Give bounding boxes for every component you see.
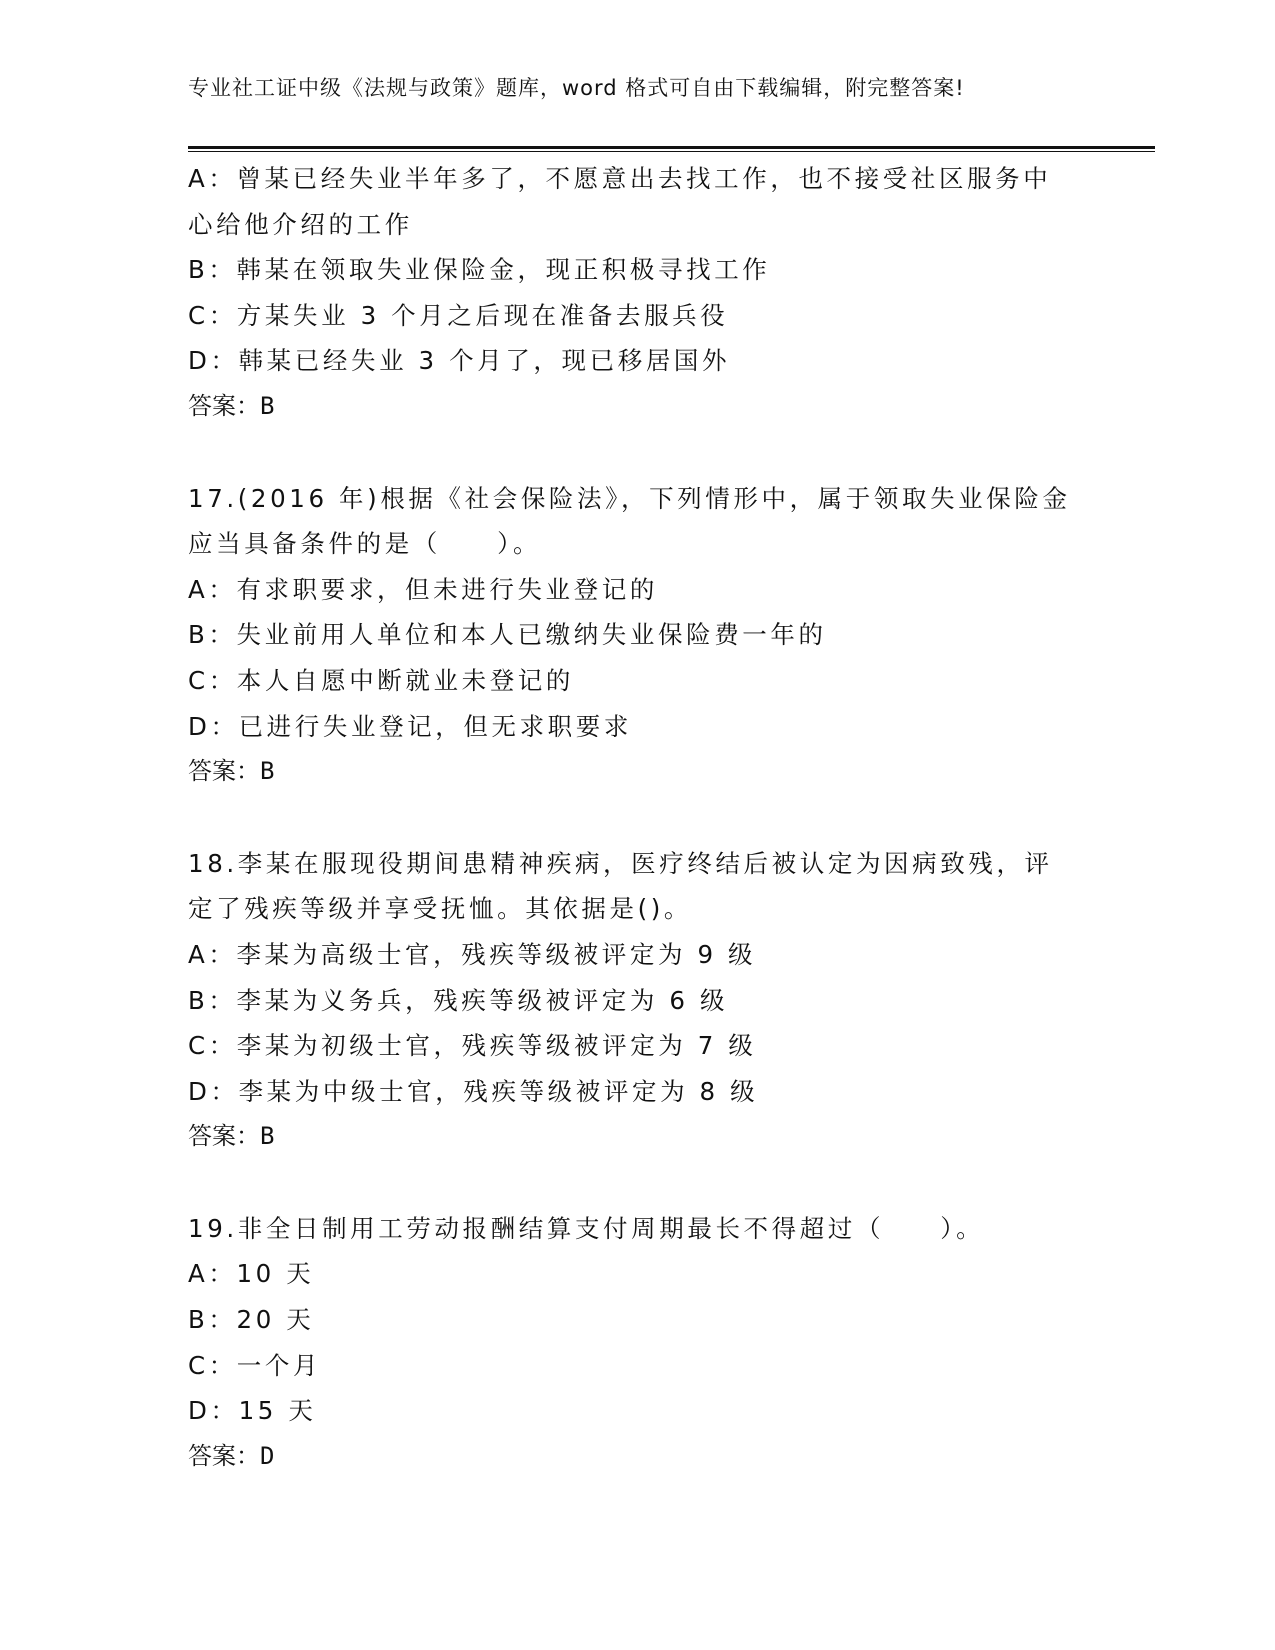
question-19-option-a: A：10 天 <box>188 1259 315 1289</box>
question-16-option-a-line-1: A：曾某已经失业半年多了，不愿意出去找工作，也不接受社区服务中 <box>188 164 1052 193</box>
question-16-option-d: D：韩某已经失业 3 个月了，现已移居国外 <box>188 346 731 376</box>
answer-label: 答案： <box>188 1122 260 1151</box>
answer-label: 答案： <box>188 1441 260 1470</box>
question-18-option-a: A：李某为高级士官，残疾等级被评定为 9 级 <box>188 939 757 969</box>
question-18-answer <box>188 1114 1088 1160</box>
question-18-stem-line-1: 18.李某在服现役期间患精神疾病，医疗终结后被认定为因病致残，评 <box>188 848 1053 878</box>
spacer <box>188 430 1088 476</box>
answer-value: B <box>260 757 275 786</box>
answer-value: B <box>260 1122 275 1151</box>
question-16-option-b: B：韩某在领取失业保险金，现正积极寻找工作 <box>188 255 771 285</box>
header-rule-thin <box>188 151 1155 152</box>
question-19-block <box>188 1206 1088 1480</box>
question-17-option-a: A：有求职要求，但未进行失业登记的 <box>188 574 658 604</box>
question-17-option-d: D：已进行失业登记，但无求职要求 <box>188 711 632 741</box>
question-16-block <box>188 156 1088 430</box>
question-18-option-b: B：李某为义务兵，残疾等级被评定为 6 级 <box>188 985 729 1015</box>
question-17-block <box>188 476 1088 795</box>
header-rule-thick <box>188 146 1155 149</box>
question-18-option-c: C：李某为初级士官，残疾等级被评定为 7 级 <box>188 1031 757 1061</box>
question-19-option-c: C：一个月 <box>188 1350 322 1380</box>
spacer <box>188 1160 1088 1206</box>
question-18-block <box>188 841 1088 1160</box>
question-17-option-c: C：本人自愿中断就业未登记的 <box>188 665 575 695</box>
answer-label: 答案： <box>188 391 260 420</box>
question-19-option-b: B：20 天 <box>188 1305 315 1335</box>
answer-value: B <box>260 391 275 420</box>
question-17-answer <box>188 749 1088 795</box>
question-18-option-d: D：李某为中级士官，残疾等级被评定为 8 级 <box>188 1076 759 1106</box>
question-17-option-b: B：失业前用人单位和本人已缴纳失业保险费一年的 <box>188 620 827 650</box>
question-16-option-a-line-2: 心给他介绍的工作 <box>188 209 413 239</box>
document-body <box>188 156 1088 1479</box>
question-19-answer <box>188 1434 1088 1480</box>
question-16-option-c: C：方某失业 3 个月之后现在准备去服兵役 <box>188 300 729 330</box>
page-header: 专业社工证中级《法规与政策》题库，word 格式可自由下载编辑，附完整答案! <box>188 76 965 100</box>
question-19-option-d: D：15 天 <box>188 1396 317 1426</box>
question-18-stem-line-2: 定了残疾等级并享受抚恤。其依据是()。 <box>188 894 693 924</box>
question-16-answer <box>188 384 1088 430</box>
question-17-stem-line-1: 17.(2016 年)根据《社会保险法》，下列情形中，属于领取失业保险金 <box>188 483 1071 513</box>
question-17-stem-line-2: 应当具备条件的是（ ）。 <box>188 529 542 559</box>
question-19-stem-line-1: 19.非全日制用工劳动报酬结算支付周期最长不得超过（ ）。 <box>188 1213 985 1243</box>
answer-label: 答案： <box>188 757 260 786</box>
spacer <box>188 795 1088 841</box>
answer-value: D <box>260 1441 275 1470</box>
